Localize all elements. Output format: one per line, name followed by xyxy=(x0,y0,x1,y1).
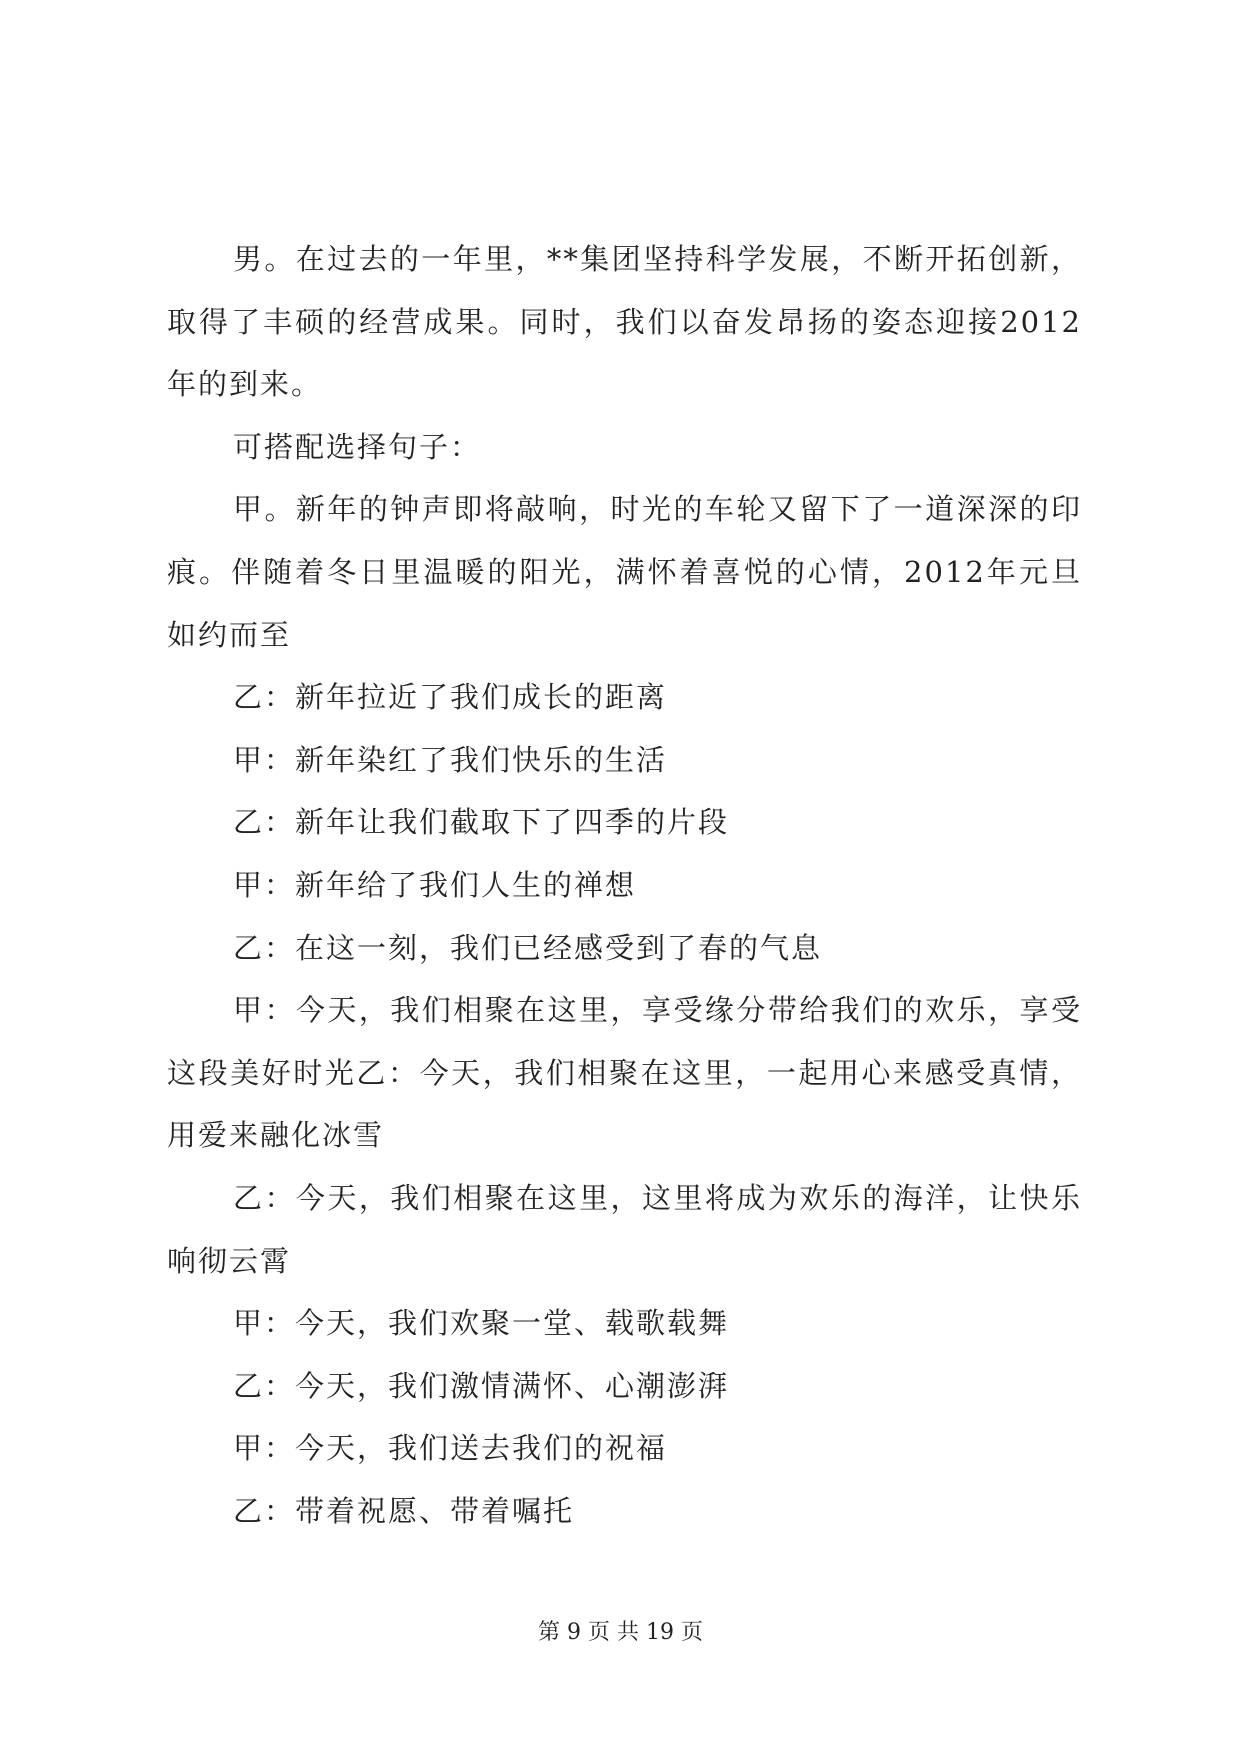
dialogue-line: 乙：今天，我们相聚在这里，这里将成为欢乐的海洋，让快乐响彻云霄 xyxy=(167,1180,1082,1278)
dialogue-line: 乙：新年拉近了我们成长的距离 xyxy=(233,680,668,715)
dialogue-line: 甲：今天，我们送去我们的祝福 xyxy=(233,1431,668,1466)
dialogue-line: 甲：今天，我们欢聚一堂、载歌载舞 xyxy=(233,1306,730,1341)
dialogue-line: 甲：今天，我们相聚在这里，享受缘分带给我们的欢乐，享受这段美好时光乙：今天，我们相聚在这里，一起用心来感受真情，用爱来融化冰雪 xyxy=(167,993,1082,1153)
paragraph: 男。在过去的一年里，**集团坚持科学发展，不断开拓创新，取得了丰硕的经营成果。同时，我们以奋发昂扬的姿态迎接2012年的到来。 xyxy=(167,242,1082,402)
page-number-footer: 第 9 页 共 19 页 xyxy=(538,1620,703,1645)
dialogue-line: 乙：带着祝愿、带着嘱托 xyxy=(233,1493,575,1528)
dialogue-line: 甲：新年染红了我们快乐的生活 xyxy=(233,742,668,777)
dialogue-line: 乙：新年让我们截取下了四季的片段 xyxy=(233,805,730,840)
dialogue-line: 乙：在这一刻，我们已经感受到了春的气息 xyxy=(233,930,823,965)
paragraph: 可搭配选择句子： xyxy=(233,429,482,464)
paragraph: 甲。新年的钟声即将敲响，时光的车轮又留下了一道深深的印痕。伴随着冬日里温暖的阳光，满怀着喜悦的心情，2012年元旦如约而至 xyxy=(167,492,1082,652)
dialogue-line: 乙：今天，我们激情满怀、心潮澎湃 xyxy=(233,1368,730,1403)
page-body xyxy=(167,228,1082,1542)
dialogue-line: 甲：新年给了我们人生的禅想 xyxy=(233,867,637,902)
